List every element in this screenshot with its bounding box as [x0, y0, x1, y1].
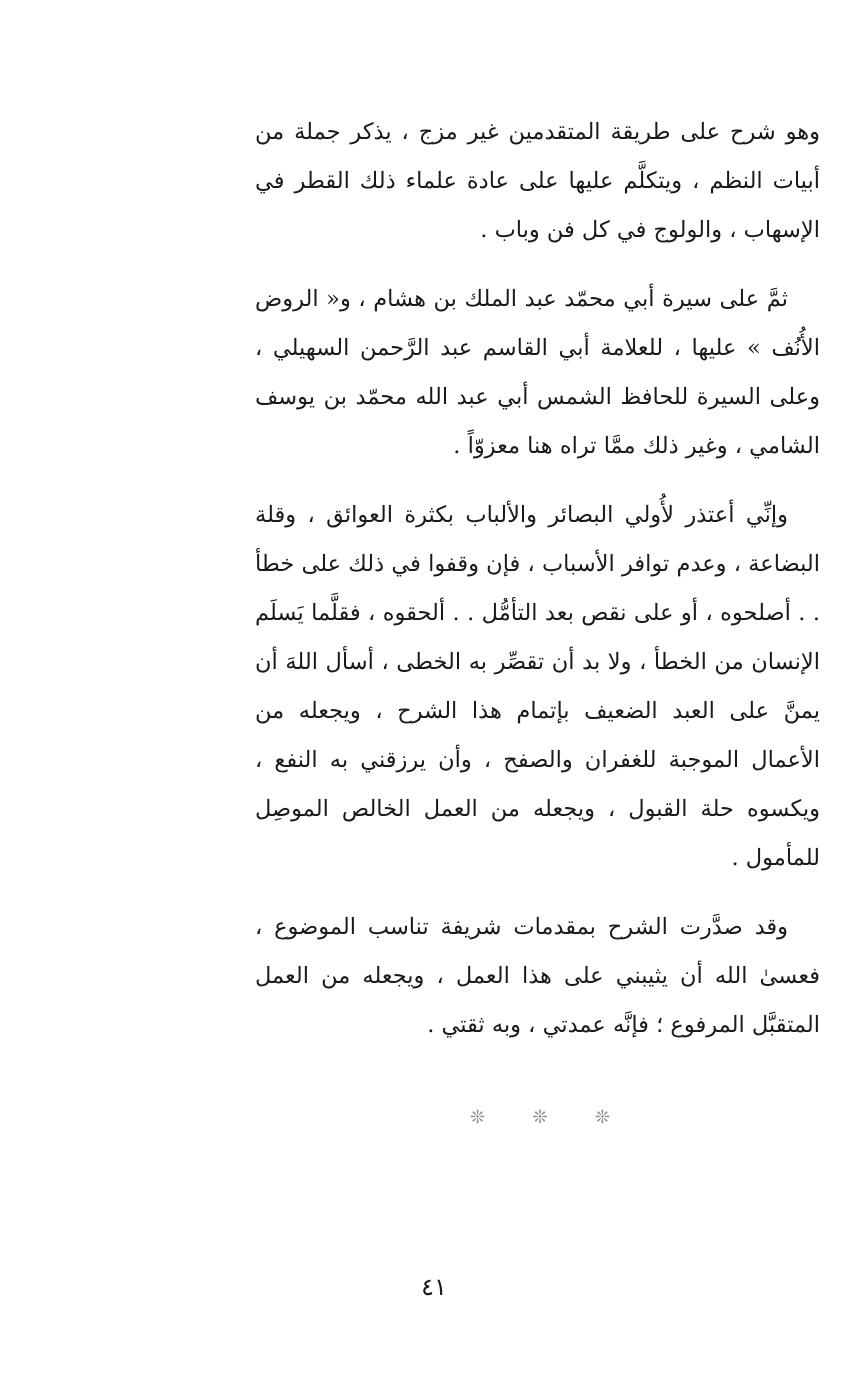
body-text	[255, 108, 820, 1070]
paragraph-2: ثمَّ على سيرة أبي محمّد عبد الملك بن هشام ، و« الروض الأُنُف » عليها ، للعلامة أبي القاسم عبد الرَّحمن السهيلي ، وعلى السيرة للحافظ الشمس أبي عبد الله محمّد بن يوسف الشامي ، وغير ذلك ممَّا تراه هنا معزوّاً .	[255, 286, 820, 459]
page-number: ٤١	[421, 1273, 447, 1301]
section-divider-ornament	[470, 1108, 610, 1128]
paragraph-4: وقد صدَّرت الشرح بمقدمات شريفة تناسب الموضوع ، فعسىٰ الله أن يثيبني على هذا العمل ، ويجعله من العمل المتقبَّل المرفوع ؛ فإنَّه عمدتي ، وبه ثقتي .	[255, 914, 820, 1038]
paragraph-1: وهو شرح على طريقة المتقدمين غير مزج ، يذكر جملة من أبيات النظم ، ويتكلَّم عليها على عادة علماء ذلك القطر في الإسهاب ، والولوج في كل فن وباب .	[255, 119, 820, 243]
asterism-icon: ❊	[532, 1107, 548, 1128]
asterism-icon: ❊	[594, 1107, 610, 1128]
paragraph-3: وإنِّي أعتذر لأُولي البصائر والألباب بكثرة العوائق ، وقلة البضاعة ، وعدم توافر الأسباب ، فإن وقفوا في ذلك على خطأ . . أصلحوه ، أو على نقص بعد التأمُّل . . ألحقوه ، فقلَّما يَسلَم الإنسان من الخطأ ، ولا بد أن تقصِّر به الخطى ، أسأل اللهَ أن يمنَّ على العبد الضعيف بإتمام هذا الشرح ، ويجعله من الأعمال الموجبة للغفران والصفح ، وأن يرزقني به النفع ، ويكسوه حلة القبول ، ويجعله من العمل الخالص الموصِل للمأمول .	[255, 502, 820, 871]
asterism-icon: ❊	[470, 1107, 486, 1128]
